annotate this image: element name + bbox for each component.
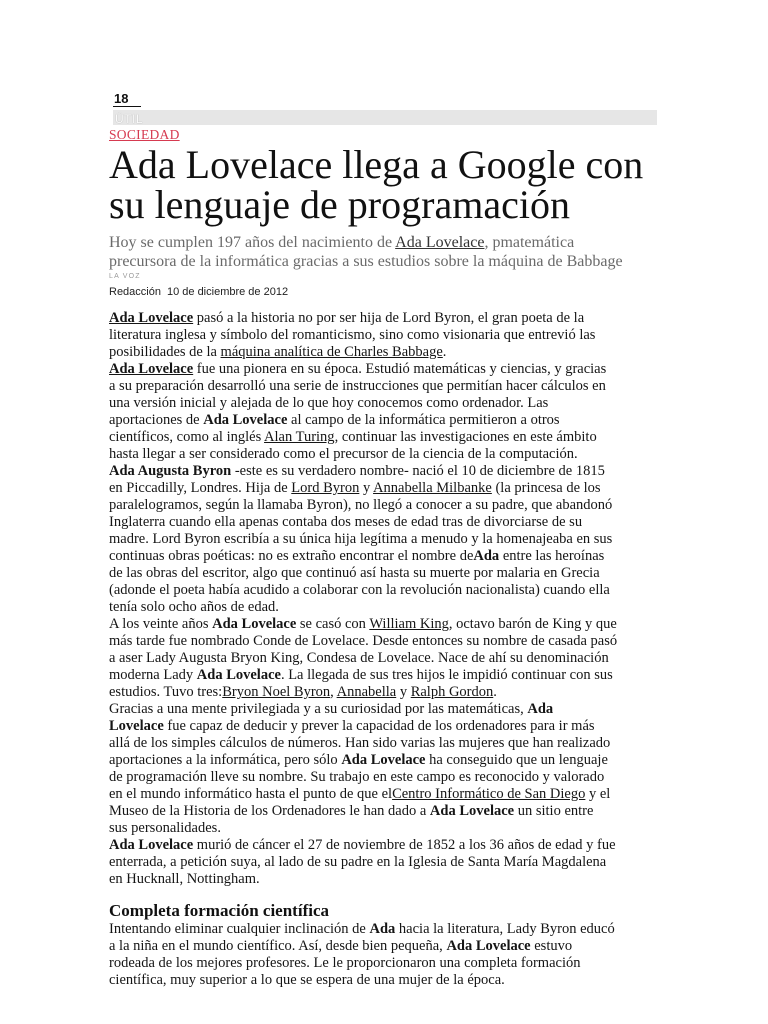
text-segment: Inglaterra cuando ella apenas contaba dos meses de edad tras de divorciarse de su bbox=[109, 514, 583, 530]
category-link[interactable]: SOCIEDAD bbox=[109, 127, 180, 142]
text-segment: , pmatemática bbox=[484, 234, 575, 251]
headline bbox=[109, 142, 644, 227]
text-line bbox=[109, 854, 669, 871]
text-segment: en Hucknall, Nottingham. bbox=[109, 871, 260, 887]
paragraph bbox=[109, 310, 669, 361]
section-heading: Completa formación científica bbox=[109, 901, 329, 920]
text-line bbox=[109, 955, 669, 972]
text-segment: al campo de la informática permitieron a otros bbox=[287, 412, 560, 428]
source-label: LA VOZ bbox=[109, 273, 141, 280]
text-line bbox=[109, 616, 669, 633]
text-line bbox=[109, 412, 669, 429]
text-line bbox=[109, 497, 669, 514]
text-segment: aportaciones a la informática, pero sólo bbox=[109, 752, 342, 768]
text-segment: Hoy se cumplen 197 años del nacimiento de bbox=[109, 234, 396, 251]
text-segment: científica, muy superior a lo que se espera de una mujer de la época. bbox=[109, 972, 505, 988]
paragraph bbox=[109, 361, 669, 463]
text-segment: más tarde fue nombrado Conde de Lovelace. Desde entonces su nombre de casada pasó bbox=[109, 633, 618, 649]
text-segment: en Piccadilly, Londres. Hija de bbox=[109, 480, 292, 496]
text-segment: estudios. Tuvo tres: bbox=[109, 684, 223, 700]
article-body bbox=[109, 310, 669, 888]
text-line bbox=[109, 667, 669, 684]
text-segment: estuvo bbox=[530, 938, 573, 954]
text-segment: posibilidades de la bbox=[109, 344, 221, 360]
text-segment: y el bbox=[585, 786, 611, 802]
text-segment: literatura inglesa y símbolo del romanticismo, sino como visionaria que entrevió las bbox=[109, 327, 596, 343]
text-segment: a su preparación desarrolló una serie de instrucciones que permitían hacer cálculos en bbox=[109, 378, 606, 394]
paragraph bbox=[109, 921, 669, 989]
text-line bbox=[109, 378, 669, 395]
byline bbox=[109, 285, 288, 299]
headline-line: su lenguaje de programación bbox=[109, 182, 570, 227]
inline-link[interactable]: Annabella Milbanke bbox=[373, 480, 492, 496]
text-segment: , octavo barón de King y que bbox=[448, 616, 617, 632]
text-segment: y bbox=[396, 684, 411, 700]
bold-name: Ada Lovelace bbox=[212, 616, 297, 632]
bold-link[interactable]: Ada Lovelace bbox=[109, 310, 194, 326]
inline-link[interactable]: Ralph Gordon bbox=[410, 684, 494, 700]
bold-name: Ada Lovelace bbox=[109, 837, 194, 853]
paragraph bbox=[109, 463, 669, 616]
text-segment: y bbox=[359, 480, 374, 496]
inline-link[interactable]: Lord Byron bbox=[291, 480, 360, 496]
paragraph bbox=[109, 616, 669, 701]
text-line bbox=[109, 252, 623, 271]
bold-name: Ada Lovelace bbox=[429, 803, 515, 819]
text-line bbox=[109, 684, 669, 701]
inline-link[interactable]: Centro Informático de San Diego bbox=[392, 786, 586, 802]
paragraph bbox=[109, 837, 669, 888]
text-line bbox=[109, 310, 669, 327]
text-segment: fue una pionera en su época. Estudió matemáticas y ciencias, y gracias bbox=[193, 361, 607, 377]
bold-link[interactable]: Ada Lovelace bbox=[109, 361, 194, 377]
text-segment: a aser Lady Augusta Bryon King, Condesa de Lovelace. Nace de ahí su denominación bbox=[109, 650, 609, 666]
section-bar bbox=[113, 110, 657, 125]
bold-name: Ada Augusta Byron bbox=[109, 463, 232, 479]
text-line bbox=[109, 718, 669, 735]
page-number: 18 bbox=[113, 92, 141, 107]
inline-link[interactable]: máquina analítica de Charles Babbage bbox=[220, 344, 443, 360]
bold-name: Ada bbox=[527, 701, 554, 717]
inline-link[interactable]: Ada Lovelace bbox=[395, 234, 485, 251]
text-segment: murió de cáncer el 27 de noviembre de 1852 a los 36 años de edad y fue bbox=[193, 837, 616, 853]
text-segment: Gracias a una mente privilegiada y a su curiosidad por las matemáticas, bbox=[109, 701, 528, 717]
text-line bbox=[109, 803, 669, 820]
text-line bbox=[109, 480, 669, 497]
text-line bbox=[109, 972, 669, 989]
text-line bbox=[109, 446, 669, 463]
text-segment: paralelogramos, según la llamaba Byron), no llegó a conocer a su padre, que abandonó bbox=[109, 497, 613, 513]
bold-name: Ada Lovelace bbox=[446, 938, 531, 954]
text-segment: pasó a la historia no por ser hija de Lord Byron, el gran poeta de la bbox=[193, 310, 585, 326]
text-segment: enterrada, a petición suya, al lado de su padre en la Iglesia de Santa María Magdalena bbox=[109, 854, 607, 870]
text-segment: hasta llegar a ser considerado como el precursor de la ciencia de la computación. bbox=[109, 446, 578, 462]
text-segment: en el mundo informático hasta el punto de que el bbox=[109, 786, 393, 802]
headline-line: Ada Lovelace llega a Google con bbox=[109, 142, 644, 187]
text-segment: Intentando eliminar cualquier inclinación de bbox=[109, 921, 370, 937]
text-segment: entre las heroínas bbox=[499, 548, 605, 564]
inline-link[interactable]: Annabella bbox=[336, 684, 397, 700]
text-line bbox=[109, 871, 669, 888]
text-line bbox=[109, 769, 669, 786]
bold-name: Lovelace bbox=[109, 718, 164, 734]
bold-name: Ada bbox=[369, 921, 396, 937]
section-bar-label: ÚTIL bbox=[115, 112, 144, 126]
text-line bbox=[109, 361, 669, 378]
text-segment: se casó con bbox=[296, 616, 370, 632]
text-segment: ha conseguido que un lenguaje bbox=[425, 752, 608, 768]
text-line bbox=[109, 463, 669, 480]
text-line bbox=[109, 531, 669, 548]
text-line bbox=[109, 701, 669, 718]
text-line bbox=[109, 565, 669, 582]
text-segment: moderna Lady bbox=[109, 667, 197, 683]
subtitle bbox=[109, 233, 623, 271]
text-segment: (adonde el poeta había acudido a colaborar con la revolución nacionalista) cuando ella bbox=[109, 582, 610, 598]
text-segment: allá de los simples cálculos de números. Han sido varias las mujeres que han realizado bbox=[109, 735, 611, 751]
text-segment: un sitio entre bbox=[514, 803, 594, 819]
bold-name: Ada Lovelace bbox=[203, 412, 288, 428]
text-line bbox=[109, 344, 669, 361]
text-segment: . La llegada de sus tres hijos le impidió continuar con sus bbox=[280, 667, 613, 683]
text-segment: rodeada de los mejores profesores. Le le proporcionaron una completa formación bbox=[109, 955, 581, 971]
bold-name: Ada Lovelace bbox=[341, 752, 426, 768]
text-segment: científicos, como al inglés bbox=[109, 429, 265, 445]
inline-link[interactable]: Alan Turing bbox=[264, 429, 335, 445]
text-line bbox=[109, 429, 669, 446]
text-line bbox=[109, 752, 669, 769]
text-segment: hacia la literatura, Lady Byron educó bbox=[395, 921, 615, 937]
text-segment: tenía solo ocho años de edad. bbox=[109, 599, 279, 615]
text-line bbox=[109, 233, 623, 252]
text-segment: madre. Lord Byron escribía a su única hija legítima a menudo y la homenajeaba en sus bbox=[109, 531, 613, 547]
text-segment: fue capaz de deducir y prever la capacidad de los ordenadores para ir más bbox=[163, 718, 595, 734]
text-segment: a la niña en el mundo científico. Así, desde bien pequeña, bbox=[109, 938, 447, 954]
byline-author: Redacción bbox=[109, 286, 161, 298]
text-line bbox=[109, 837, 669, 854]
paragraph bbox=[109, 701, 669, 837]
text-segment: de las obras del escritor, algo que continuó así hasta su muerte por malaria en Grecia bbox=[109, 565, 600, 581]
text-segment: -este es su verdadero nombre- nació el 10 de diciembre de 1815 bbox=[231, 463, 605, 479]
text-line bbox=[109, 633, 669, 650]
text-segment: Museo de la Historia de los Ordenadores le han dado a bbox=[109, 803, 430, 819]
bold-name: Ada Lovelace bbox=[196, 667, 281, 683]
text-line bbox=[109, 514, 669, 531]
text-line bbox=[109, 786, 669, 803]
text-line bbox=[109, 582, 669, 599]
text-line bbox=[109, 327, 669, 344]
publication-date: 10 de diciembre de 2012 bbox=[166, 286, 289, 298]
text-segment: sus personalidades. bbox=[109, 820, 221, 836]
article-body-continued bbox=[109, 921, 669, 989]
text-segment: continuas obras poéticas: no es extraño encontrar el nombre de bbox=[109, 548, 474, 564]
text-segment: (la princesa de los bbox=[491, 480, 601, 496]
text-segment: . bbox=[442, 344, 447, 360]
inline-link[interactable]: Bryon Noel Byron bbox=[222, 684, 331, 700]
text-segment: aportaciones de bbox=[109, 412, 204, 428]
text-segment: de programación lleve su nombre. Su trabajo en este campo es reconocido y valorado bbox=[109, 769, 605, 785]
inline-link[interactable]: William King bbox=[369, 616, 449, 632]
text-line bbox=[109, 938, 669, 955]
text-line bbox=[109, 599, 669, 616]
text-segment: , continuar las investigaciones en este ámbito bbox=[334, 429, 597, 445]
text-segment: una versión inicial y alejada de lo que hoy conocemos como ordenador. Las bbox=[109, 395, 549, 411]
text-segment: , bbox=[330, 684, 337, 700]
text-segment: precursora de la informática gracias a sus estudios sobre la máquina de Babbage bbox=[109, 253, 623, 270]
text-line bbox=[109, 548, 669, 565]
text-segment: . bbox=[493, 684, 497, 700]
text-line bbox=[109, 921, 669, 938]
text-line bbox=[109, 650, 669, 667]
text-line bbox=[109, 735, 669, 752]
text-segment: A los veinte años bbox=[109, 616, 213, 632]
text-line bbox=[109, 820, 669, 837]
bold-name: Ada bbox=[473, 548, 500, 564]
text-line bbox=[109, 395, 669, 412]
